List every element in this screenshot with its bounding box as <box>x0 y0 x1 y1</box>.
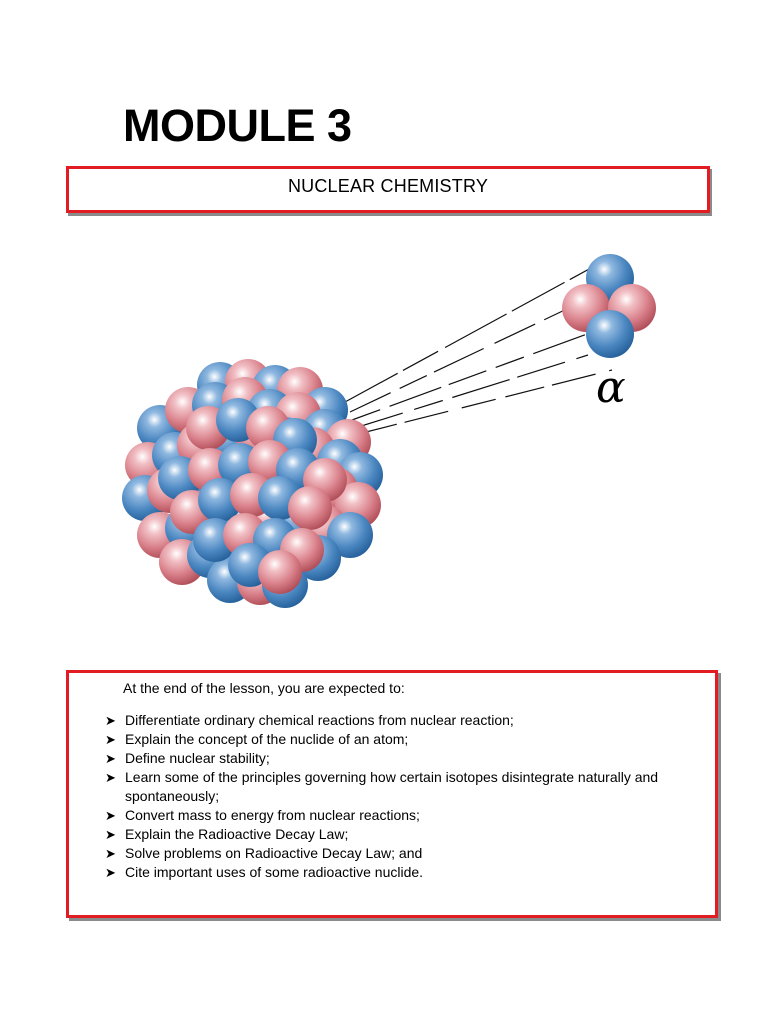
list-item <box>105 844 705 863</box>
nucleus <box>122 359 383 608</box>
learning-objectives-box <box>66 670 718 918</box>
arrowhead-bullet-icon: ➤ <box>105 846 116 861</box>
arrowhead-bullet-icon: ➤ <box>105 713 116 728</box>
objective-text: Explain the Radioactive Decay Law; <box>125 826 349 842</box>
objective-text: Solve problems on Radioactive Decay Law; and <box>125 845 423 861</box>
module-title: MODULE 3 <box>123 100 352 151</box>
alpha-particle <box>562 254 656 358</box>
list-item <box>105 711 705 730</box>
objectives-intro: At the end of the lesson, you are expected to: <box>123 680 405 696</box>
objective-text: Convert mass to energy from nuclear reactions; <box>125 807 420 823</box>
arrowhead-bullet-icon: ➤ <box>105 865 116 880</box>
arrowhead-bullet-icon: ➤ <box>105 827 116 842</box>
alpha-symbol: α <box>596 362 626 413</box>
trail-line <box>358 370 612 434</box>
proton-sphere <box>258 550 302 594</box>
chapter-title-box <box>66 166 710 213</box>
chapter-title: NUCLEAR CHEMISTRY <box>287 176 489 196</box>
arrowhead-bullet-icon: ➤ <box>105 751 116 766</box>
proton-sphere <box>288 486 332 530</box>
arrowhead-bullet-icon: ➤ <box>105 732 116 747</box>
decay-trail-lines <box>345 262 612 434</box>
trail-line <box>345 262 602 402</box>
list-item <box>105 749 705 768</box>
neutron-sphere <box>586 310 634 358</box>
objective-text: Define nuclear stability; <box>125 750 270 766</box>
list-item <box>105 730 705 749</box>
alpha-decay-illustration <box>120 250 660 620</box>
list-item <box>105 863 705 882</box>
objective-text: Cite important uses of some radioactive nuclide. <box>125 864 424 880</box>
list-item <box>105 806 705 825</box>
trail-line <box>355 355 588 428</box>
list-item <box>105 825 705 844</box>
trail-line <box>352 330 598 420</box>
objective-text: Explain the concept of the nuclide of an atom; <box>125 731 409 747</box>
objectives-list <box>105 711 705 882</box>
objective-text: Learn some of the principles governing how certain isotopes disintegrate naturally and spontaneously; <box>125 769 659 804</box>
arrowhead-bullet-icon: ➤ <box>105 808 116 823</box>
objective-text: Differentiate ordinary chemical reactions from nuclear reaction; <box>125 712 514 728</box>
trail-line <box>350 298 590 412</box>
arrowhead-bullet-icon: ➤ <box>105 770 116 785</box>
list-item <box>105 768 705 806</box>
